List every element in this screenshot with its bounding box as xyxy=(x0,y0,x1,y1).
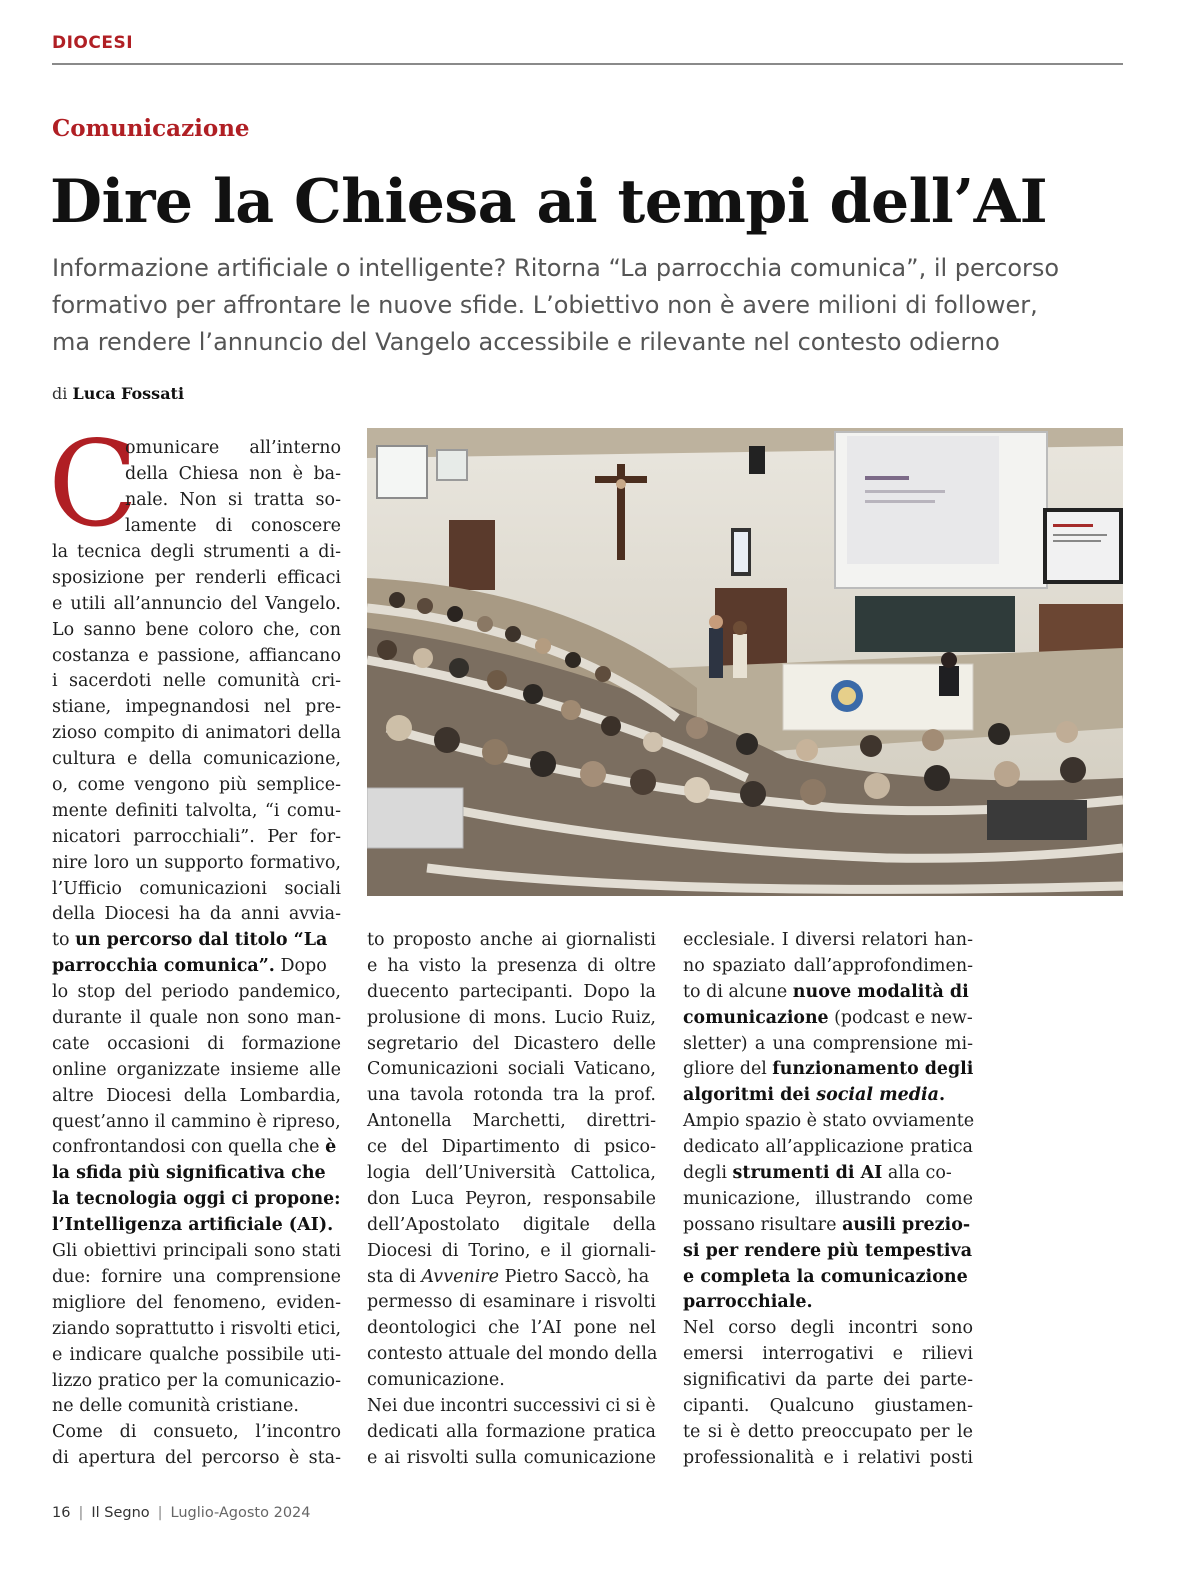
text-line: cate occasioni di formazione xyxy=(52,1033,341,1054)
text-run-bold: strumenti di AI xyxy=(732,1163,883,1184)
text-line: e ha visto la presenza di oltre xyxy=(367,955,656,976)
text-line: logia dell’Università Cattolica, xyxy=(367,1163,656,1184)
text-line: Nel corso degli incontri sono xyxy=(683,1318,973,1339)
text-line: quest’anno il cammino è ripreso, xyxy=(52,1111,341,1132)
text-line: nicatori parrocchiali”. Per for- xyxy=(52,826,341,847)
text-run: to di alcune xyxy=(683,981,793,1002)
text-run: to xyxy=(52,930,76,951)
text-line xyxy=(683,1006,973,1032)
text-line xyxy=(52,1161,341,1187)
text-line: te si è detto preoccupato per le xyxy=(683,1421,973,1442)
text-line: significativi da parte dei parte- xyxy=(683,1370,973,1391)
text-run: (podcast e new- xyxy=(828,1007,973,1028)
text-line: omunicare all’interno xyxy=(125,438,341,458)
text-run-bold: algoritmi dei xyxy=(683,1085,817,1106)
text-line xyxy=(683,1083,973,1109)
text-line: prolusione di mons. Lucio Ruiz, xyxy=(367,1007,656,1028)
text-run-bold: l’Intelligenza artificiale (AI). xyxy=(52,1215,334,1236)
text-run: alla co- xyxy=(882,1163,952,1184)
text-run-italic: Avvenire xyxy=(421,1266,500,1287)
text-line: della Diocesi ha da anni avvia- xyxy=(52,904,341,925)
text-line: cultura e della comunicazione, xyxy=(52,749,341,770)
kicker: Comunicazione xyxy=(52,115,250,142)
text-run-bold: parrocchiale. xyxy=(683,1292,813,1313)
text-line xyxy=(52,1135,341,1161)
text-line: cipanti. Qualcuno giustamen- xyxy=(683,1396,973,1417)
section-label: DIOCESI xyxy=(52,33,134,53)
text-line: durante il quale non sono man- xyxy=(52,1008,341,1029)
text-line: zioso compito di animatori della xyxy=(52,723,341,744)
text-line: online organizzate insieme alle xyxy=(52,1059,341,1080)
text-run-italic: social media xyxy=(816,1085,940,1106)
text-line: di apertura del percorso è sta- xyxy=(52,1448,341,1469)
text-run-bold: si per rendere più tempestiva xyxy=(683,1240,973,1261)
text-line: due: fornire una comprensione xyxy=(52,1266,341,1287)
text-line: costanza e passione, affiancano xyxy=(52,645,341,666)
text-line: stiane, impegnandosi nel pre- xyxy=(52,697,341,718)
text-line: permesso di esaminare i risvolti xyxy=(367,1292,656,1313)
text-run-bold: parrocchia comunica”. xyxy=(52,956,275,977)
text-line: no spaziato dall’approfondimen- xyxy=(683,955,973,976)
text-line: o, come vengono più semplice- xyxy=(52,775,341,796)
text-run-bold: la tecnologia oggi ci propone: xyxy=(52,1189,341,1210)
top-rule xyxy=(52,63,1123,65)
text-line: sposizione per renderli efficaci xyxy=(52,567,341,588)
text-run-bold: ausili prezio- xyxy=(842,1214,971,1235)
column-1 xyxy=(52,540,341,1472)
text-line: e utili all’annuncio del Vangelo. xyxy=(52,593,341,614)
page-number: 16 xyxy=(52,1505,71,1521)
text-run-bold: comunicazione xyxy=(683,1007,829,1028)
text-run-bold: e completa la comunicazione xyxy=(683,1266,968,1287)
text-line: contesto attuale del mondo della xyxy=(367,1344,658,1365)
text-line: sletter) a una comprensione mi- xyxy=(683,1033,973,1054)
dropcap: C xyxy=(48,415,139,553)
page-footer xyxy=(52,1505,311,1521)
text-run: sta di xyxy=(367,1266,422,1287)
text-line xyxy=(52,1187,341,1213)
text-run-bold: la sfida più significativa che xyxy=(52,1163,326,1184)
text-line: emersi interrogativi e rilievi xyxy=(683,1344,973,1365)
text-line: nale. Non si tratta so- xyxy=(125,489,341,510)
text-line: Diocesi di Torino, e il giornali- xyxy=(367,1240,656,1261)
text-line: Ampio spazio è stato ovviamente xyxy=(683,1111,975,1132)
text-line: e indicare qualche possibile uti- xyxy=(52,1344,341,1365)
text-line: professionalità e i relativi posti xyxy=(683,1447,973,1468)
text-line: migliore del fenomeno, eviden- xyxy=(52,1292,341,1313)
standfirst xyxy=(52,250,1132,361)
text-run-bold: nuove modalità di xyxy=(792,981,969,1002)
text-line: della Chiesa non è ba- xyxy=(125,463,341,484)
standfirst-line: ma rendere l’annuncio del Vangelo accessibile e rilevante nel contesto odierno xyxy=(52,328,1000,356)
text-run: Dopo xyxy=(274,956,327,977)
text-run: gliore del xyxy=(683,1059,773,1080)
text-line: deontologici che l’AI pone nel xyxy=(367,1318,656,1339)
text-line xyxy=(683,1265,973,1291)
text-line: duecento partecipanti. Dopo la xyxy=(367,981,656,1002)
text-line xyxy=(683,980,973,1006)
text-run: Pietro Saccò, ha xyxy=(499,1266,650,1287)
text-line xyxy=(367,1265,656,1291)
photo-conference-hall xyxy=(367,428,1123,896)
footer-separator: | xyxy=(157,1505,163,1521)
photo-illustration xyxy=(367,428,1123,896)
issue-date: Luglio-Agosto 2024 xyxy=(170,1505,311,1521)
text-line: e ai risvolti sulla comunicazione xyxy=(367,1447,656,1468)
text-line: la tecnica degli strumenti a di- xyxy=(52,542,341,562)
text-run-bold: un percorso dal titolo “La xyxy=(75,930,328,951)
text-line: ce del Dipartimento di psico- xyxy=(367,1137,656,1158)
text-run: degli xyxy=(683,1163,733,1184)
text-line: altre Diocesi della Lombardia, xyxy=(52,1085,341,1106)
text-line: lamente di conoscere xyxy=(125,515,341,536)
text-line: segretario del Dicastero delle xyxy=(367,1033,656,1054)
standfirst-line: formativo per affrontare le nuove sfide. L’obiettivo non è avere milioni di follower, xyxy=(52,291,1038,319)
text-line: nire loro un supporto formativo, xyxy=(52,852,341,873)
text-run: confrontandosi con quella che xyxy=(52,1137,326,1158)
text-line: ziando soprattutto i risvolti etici, xyxy=(52,1318,342,1339)
text-line: lizzo pratico per la comunicazio- xyxy=(52,1370,341,1391)
text-line: comunicazione. xyxy=(367,1370,505,1391)
text-line xyxy=(683,1239,973,1265)
column-3 xyxy=(683,928,973,1472)
text-line: Gli obiettivi principali sono stati xyxy=(52,1241,341,1262)
text-line: don Luca Peyron, responsabile xyxy=(367,1188,656,1209)
text-line xyxy=(683,1057,974,1083)
text-run-bold-italic xyxy=(816,1085,939,1105)
text-line xyxy=(52,1213,341,1239)
text-line: ne delle comunità cristiane. xyxy=(52,1396,299,1417)
text-line: lo stop del periodo pandemico, xyxy=(52,982,341,1003)
text-line: Comunicazioni sociali Vaticano, xyxy=(367,1059,656,1080)
text-line xyxy=(52,928,341,954)
text-line: Nei due incontri successivi ci si è xyxy=(367,1396,656,1417)
standfirst-line: Informazione artificiale o intelligente? Ritorna “La parrocchia comunica”, il percorso xyxy=(52,254,1060,282)
text-run-bold: . xyxy=(939,1085,946,1106)
text-line xyxy=(52,954,341,980)
text-line: una tavola rotonda tra la prof. xyxy=(367,1085,656,1106)
text-line xyxy=(683,1290,973,1316)
byline-author: Luca Fossati xyxy=(72,384,185,403)
text-line xyxy=(683,1161,973,1187)
text-line: Lo sanno bene coloro che, con xyxy=(52,619,341,640)
text-line: mente definiti talvolta, “i comu- xyxy=(52,800,341,821)
footer-separator: | xyxy=(78,1505,84,1521)
text-line: dedicati alla formazione pratica xyxy=(367,1421,656,1442)
text-line: l’Ufficio comunicazioni sociali xyxy=(52,878,341,899)
text-run-bold: funzionamento degli xyxy=(772,1059,974,1080)
text-run: possano risultare xyxy=(683,1214,843,1235)
column-2 xyxy=(367,928,656,1472)
byline-prefix: di xyxy=(52,384,68,403)
text-line: municazione, illustrando come xyxy=(683,1188,973,1209)
text-run-bold: è xyxy=(325,1137,337,1158)
text-line: dedicato all’applicazione pratica xyxy=(683,1137,973,1158)
byline xyxy=(52,384,184,403)
text-line: to proposto anche ai giornalisti xyxy=(367,930,656,950)
text-line: dell’Apostolato digitale della xyxy=(367,1214,656,1235)
text-line: ecclesiale. I diversi relatori han- xyxy=(683,930,973,950)
headline: Dire la Chiesa ai tempi dell’AI xyxy=(50,167,1048,237)
magazine-name: Il Segno xyxy=(91,1505,150,1521)
column-1-intro xyxy=(125,436,341,540)
text-line: Antonella Marchetti, direttri- xyxy=(367,1111,656,1132)
text-line xyxy=(683,1213,973,1239)
text-line: Come di consueto, l’incontro xyxy=(52,1422,341,1443)
text-line: i sacerdoti nelle comunità cri- xyxy=(52,671,341,692)
